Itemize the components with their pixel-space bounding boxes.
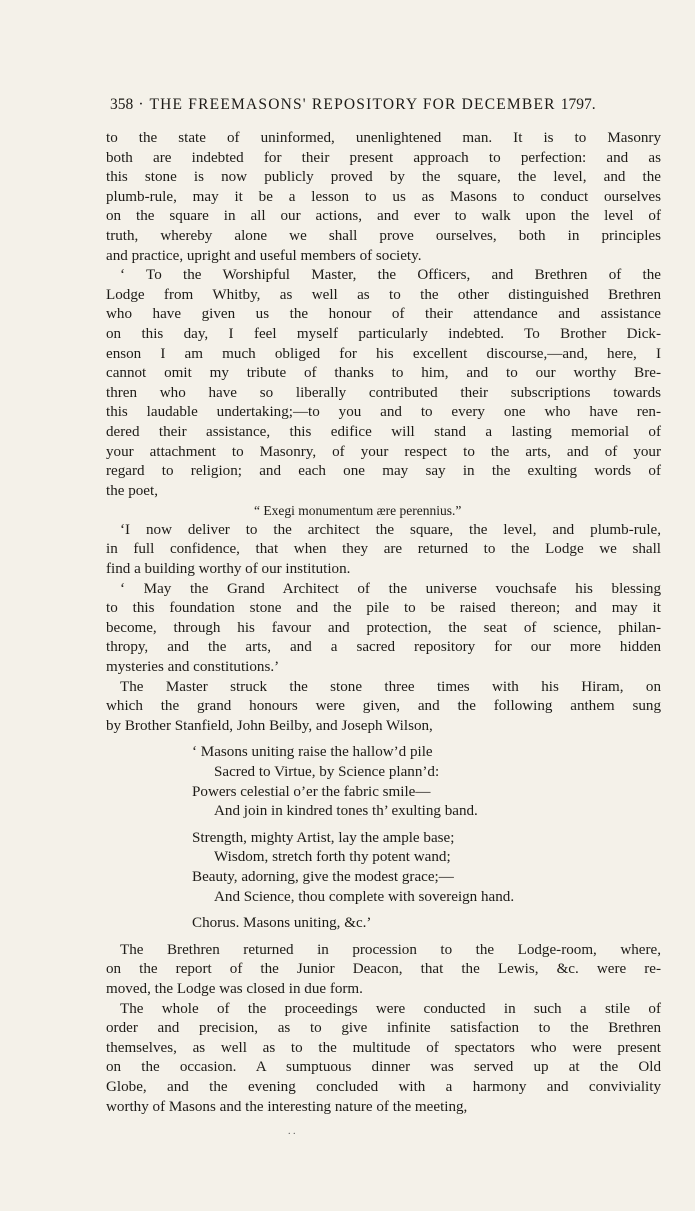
text-line: The Brethren returned in procession to the Lodge-room, where,: [120, 941, 661, 958]
text-line: become, through his favour and protection, the seat of science, philan-: [106, 619, 661, 636]
text-line: find a building worthy of our institution.: [106, 561, 351, 578]
text-line: The Master struck the stone three times with his Hiram, on: [120, 678, 661, 695]
running-header: 358 · THE FREEMASONS' REPOSITORY FOR DECEMBER 1797.: [110, 96, 596, 113]
text-line: dered their assistance, this edifice will stand a lasting memorial of: [106, 423, 661, 440]
text-line: on the report of the Junior Deacon, that the Lewis, &c. were re-: [106, 961, 661, 978]
anthem-line: Powers celestial o’er the fabric smile—: [192, 783, 431, 800]
anthem-chorus: Chorus. Masons uniting, &c.’: [192, 915, 372, 932]
text-line: who have given us the honour of their attendance and assistance: [106, 306, 661, 323]
text-line: which the grand honours were given, and the following anthem sung: [106, 698, 661, 715]
text-line: themselves, as well as to the multitude of spectators who were present: [106, 1039, 661, 1056]
text-line: in full confidence, that when they are returned to the Lodge we shall: [106, 541, 661, 558]
text-line: on this day, I feel myself particularly indebted. To Brother Dick-: [106, 325, 661, 342]
text-line: to this foundation stone and the pile to be raised thereon; and may it: [106, 600, 661, 617]
text-line: enson I am much obliged for his excellent discourse,—and, here, I: [106, 345, 661, 362]
text-line: Lodge from Whitby, as well as to the other distinguished Brethren: [106, 286, 661, 303]
running-title: THE FREEMASONS' REPOSITORY FOR DECEMBER: [149, 96, 556, 113]
text-line: this stone is now publicly proved by the square, the level, and the: [106, 169, 661, 186]
text-line: mysteries and constitutions.’: [106, 659, 280, 676]
text-line: The whole of the proceedings were conducted in such a stile of: [120, 1000, 661, 1017]
text-line: this laudable undertaking;—to you and to every one who have ren-: [106, 404, 661, 421]
text-line: ‘ To the Worshipful Master, the Officers, and Brethren of the: [120, 267, 661, 284]
page-number: 358: [110, 96, 134, 113]
text-line: on the occasion. A sumptuous dinner was served up at the Old: [106, 1059, 661, 1076]
text-line: ‘ May the Grand Architect of the universe vouchsafe his blessing: [120, 580, 661, 597]
text-line: and practice, upright and useful members of society.: [106, 247, 422, 264]
text-line: order and precision, as to give infinite satisfaction to the Brethren: [106, 1020, 661, 1037]
anthem-line: Strength, mighty Artist, lay the ample base;: [192, 829, 455, 846]
text-line: regard to religion; and each one may say in the exulting words of: [106, 463, 661, 480]
text-line: cannot omit my tribute of thanks to him, and to our worthy Bre-: [106, 365, 661, 382]
text-line: both are indebted for their present approach to perfection: and as: [106, 149, 661, 166]
anthem-line: Beauty, adorning, give the modest grace;—: [192, 868, 454, 885]
page-mark: . .: [288, 1126, 296, 1137]
spacer: [106, 907, 661, 914]
spacer: [106, 822, 661, 829]
anthem-line: Sacred to Virtue, by Science plann’d:: [214, 764, 440, 780]
spacer: [106, 736, 661, 743]
text-line: your attachment to Masonry, of your respect to the arts, and of your: [106, 443, 661, 460]
text-line: the poet,: [106, 482, 158, 499]
text-line: thropy, and the arts, and a sacred repository for our more hidden: [106, 639, 661, 656]
anthem-line: And join in kindred tones th’ exulting band.: [214, 803, 478, 820]
text-line: on the square in all our actions, and ever to walk upon the level of: [106, 208, 661, 225]
text-line: plumb-rule, may it be a lesson to us as Masons to conduct ourselves: [106, 188, 661, 205]
latin-quotation: “ Exegi monumentum ære perennius.”: [254, 503, 462, 519]
text-line: by Brother Stanfield, John Beilby, and Joseph Wilson,: [106, 717, 433, 734]
text-line: moved, the Lodge was closed in due form.: [106, 980, 363, 997]
anthem-line: ‘ Masons uniting raise the hallow’d pile: [192, 744, 433, 761]
anthem-line: And Science, thou complete with sovereign hand.: [214, 888, 515, 905]
text-line: worthy of Masons and the interesting nature of the meeting,: [106, 1098, 468, 1115]
text-line: thren who have so liberally contributed their subscriptions towards: [106, 384, 661, 401]
text-line: truth, whereby alone we shall prove ourselves, both in principles: [106, 227, 661, 244]
header-year: 1797.: [560, 96, 596, 113]
text-line: to the state of uninformed, unenlightened man. It is to Masonry: [106, 130, 661, 146]
text-line: ‘I now deliver to the architect the square, the level, and plumb-rule,: [120, 521, 661, 538]
page-body: [106, 129, 661, 1117]
anthem-line: Wisdom, stretch forth thy potent wand;: [214, 849, 451, 866]
spacer: [106, 934, 661, 941]
text-line: Globe, and the evening concluded with a harmony and conviviality: [106, 1078, 661, 1095]
